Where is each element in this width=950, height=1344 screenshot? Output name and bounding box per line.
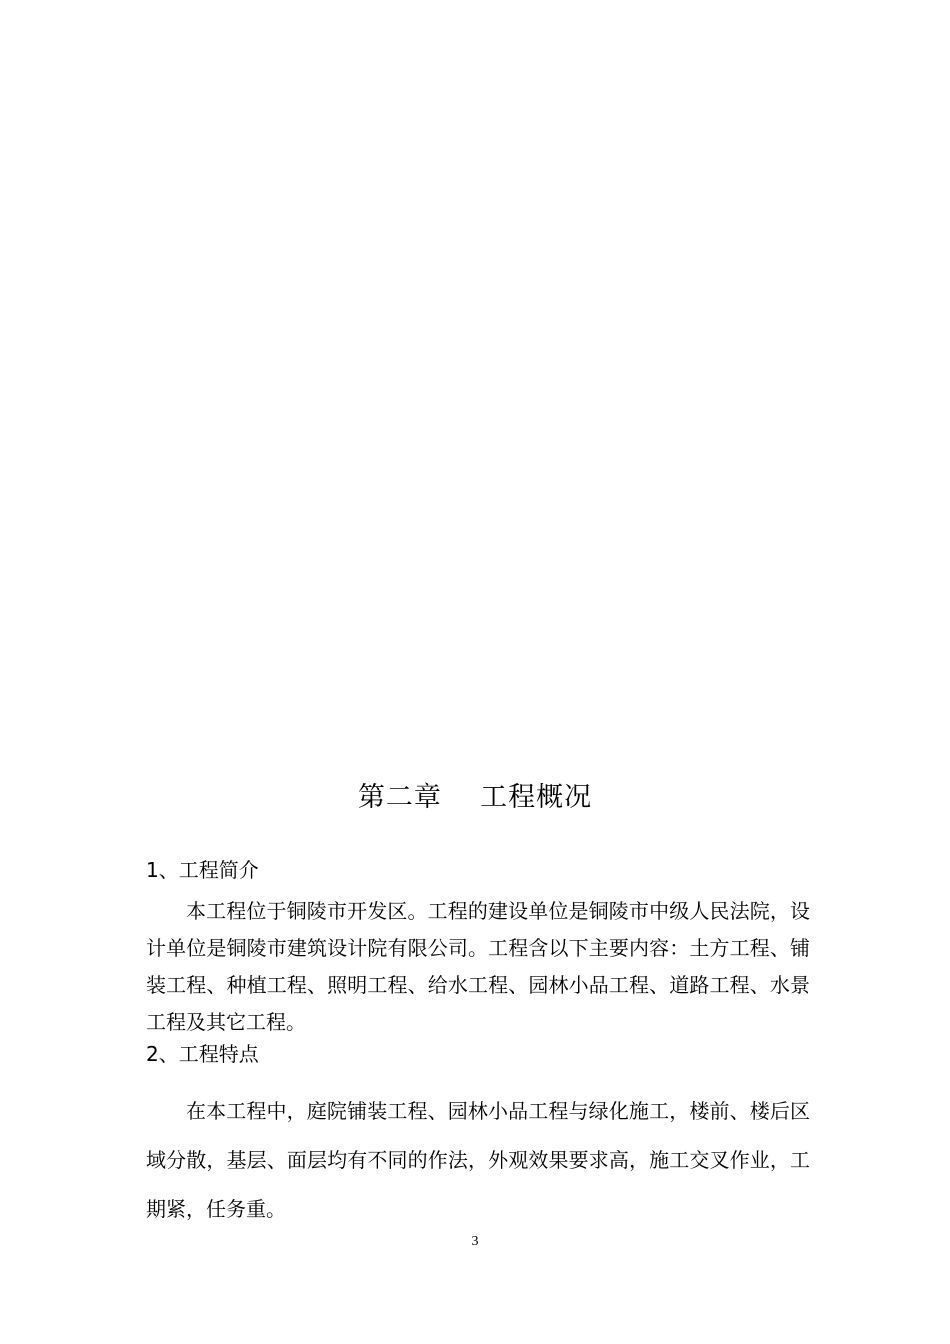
- paragraph-project-features: 在本工程中，庭院铺装工程、园林小品工程与绿化施工，楼前、楼后区域分散，基层、面层均有不同的作法，外观效果要求高，施工交叉作业，工期紧，任务重。: [146, 1099, 810, 1221]
- page-number: 3: [471, 1234, 479, 1249]
- chapter-title: 第二章 工程概况: [357, 782, 593, 813]
- section-heading-project-features: 2、工程特点: [146, 1042, 259, 1066]
- section-heading-project-intro: 1、工程简介: [146, 858, 259, 882]
- paragraph-project-intro: 本工程位于铜陵市开发区。工程的建设单位是铜陵市中级人民法院，设计单位是铜陵市建筑设计院有限公司。工程含以下主要内容：土方工程、铺装工程、种植工程、照明工程、给水工程、园林小品工程、道路工程、水景工程及其它工程。: [146, 899, 810, 1034]
